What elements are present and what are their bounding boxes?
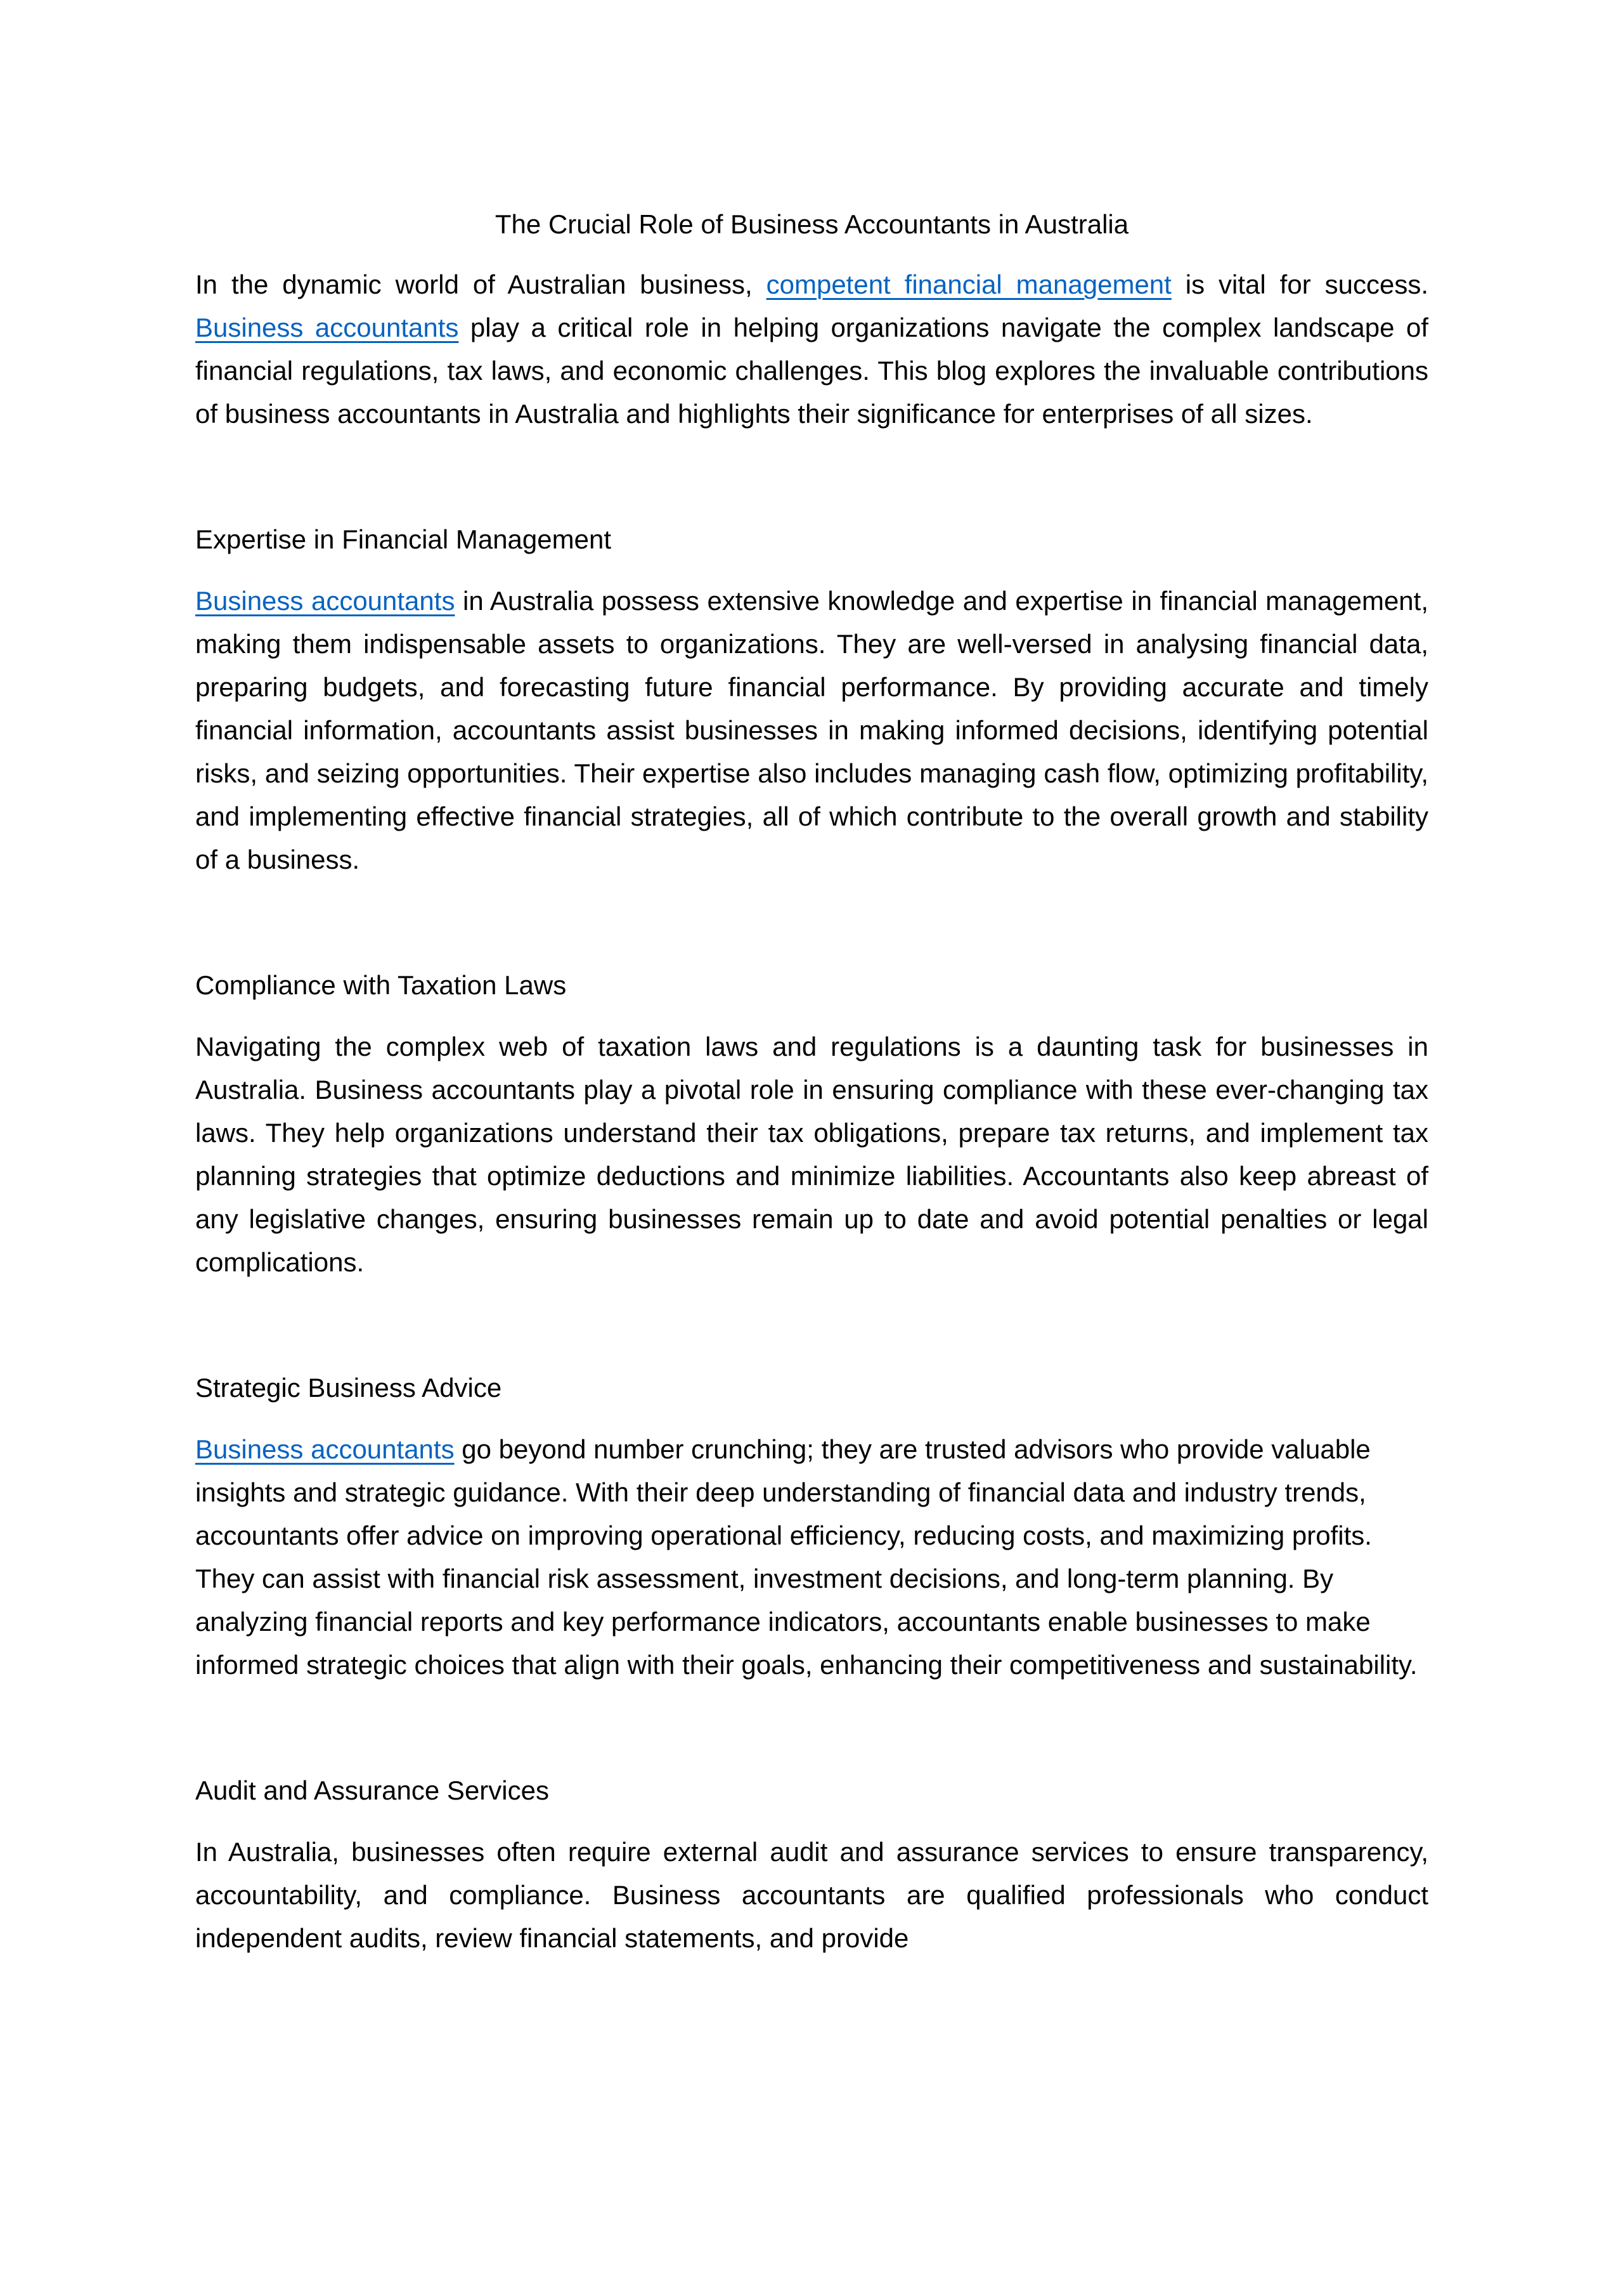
section-heading-expertise: Expertise in Financial Management <box>195 524 612 554</box>
section-paragraph-audit <box>195 1831 1428 1960</box>
section-compliance-with-taxation-laws <box>195 964 1428 1284</box>
inline-link[interactable]: competent financial management <box>766 269 1172 299</box>
intro-paragraph <box>195 263 1428 436</box>
section-paragraph-strategic <box>195 1428 1428 1687</box>
text-run: in Australia possess extensive knowledge and expertise in financial management, making them indispensable assets to organizations. They are well-versed in analysing financial data, preparing budgets, and forecasting future financial performance. By providing accurate and timely financial information, accountants assist businesses in making informed decisions, identifying potential risks, and seizing opportunities. Their expertise also includes managing cash flow, optimizing profitability, and implementing effective financial strategies, all of which contribute to the overall growth and stability of a business. <box>195 586 1429 874</box>
section-heading-compliance: Compliance with Taxation Laws <box>195 970 567 1000</box>
document-content <box>195 203 1428 1960</box>
section-paragraph-compliance <box>195 1025 1428 1284</box>
section-strategic-business-advice <box>195 1366 1428 1687</box>
section-expertise-in-financial-management <box>195 518 1428 881</box>
text-run: In Australia, businesses often require external audit and assurance services to ensure transparency, accountability, and compliance. Business accountants are qualified professionals who conduct independent audits, review financial statements, and provide <box>195 1837 1428 1953</box>
section-paragraph-expertise <box>195 580 1428 881</box>
section-heading-strategic: Strategic Business Advice <box>195 1373 502 1403</box>
text-run: Navigating the complex web of taxation laws and regulations is a daunting task for businesses in Australia. Business accountants play a pivotal role in ensuring compliance with these ever-changing tax laws. They help organizations understand their tax obligations, prepare tax returns, and implement tax planning strategies that optimize deductions and minimize liabilities. Accountants also keep abreast of any legislative changes, ensuring businesses remain up to date and avoid potential penalties or legal complications. <box>195 1032 1428 1277</box>
section-audit-and-assurance-services <box>195 1769 1428 1960</box>
text-run: play a critical role in helping organizations navigate the complex landscape of financial regulations, tax laws, and economic challenges. This blog explores the invaluable contributions of business accountants in Australia and highlights their significance for enterprises of all sizes. <box>195 313 1428 429</box>
inline-link[interactable]: Business accountants <box>195 313 459 342</box>
inline-link[interactable]: Business accountants <box>195 586 455 616</box>
document-title: The Crucial Role of Business Accountants in Australia <box>495 209 1129 239</box>
section-heading-audit: Audit and Assurance Services <box>195 1775 549 1805</box>
text-run: In the dynamic world of Australian business, <box>195 269 766 299</box>
text-run: go beyond number crunching; they are trusted advisors who provide valuable insights and strategic guidance. With their deep understanding of financial data and industry trends, accountants offer advice on improving operational efficiency, reducing costs, and maximizing profits. They can assist with financial risk assessment, investment decisions, and long-term planning. By analyzing financial reports and key performance indicators, accountants enable businesses to make informed strategic choices that align with their goals, enhancing their competitiveness and sustainability. <box>195 1434 1418 1680</box>
text-run: is vital for success. <box>1171 269 1428 299</box>
inline-link[interactable]: Business accountants <box>195 1434 455 1464</box>
